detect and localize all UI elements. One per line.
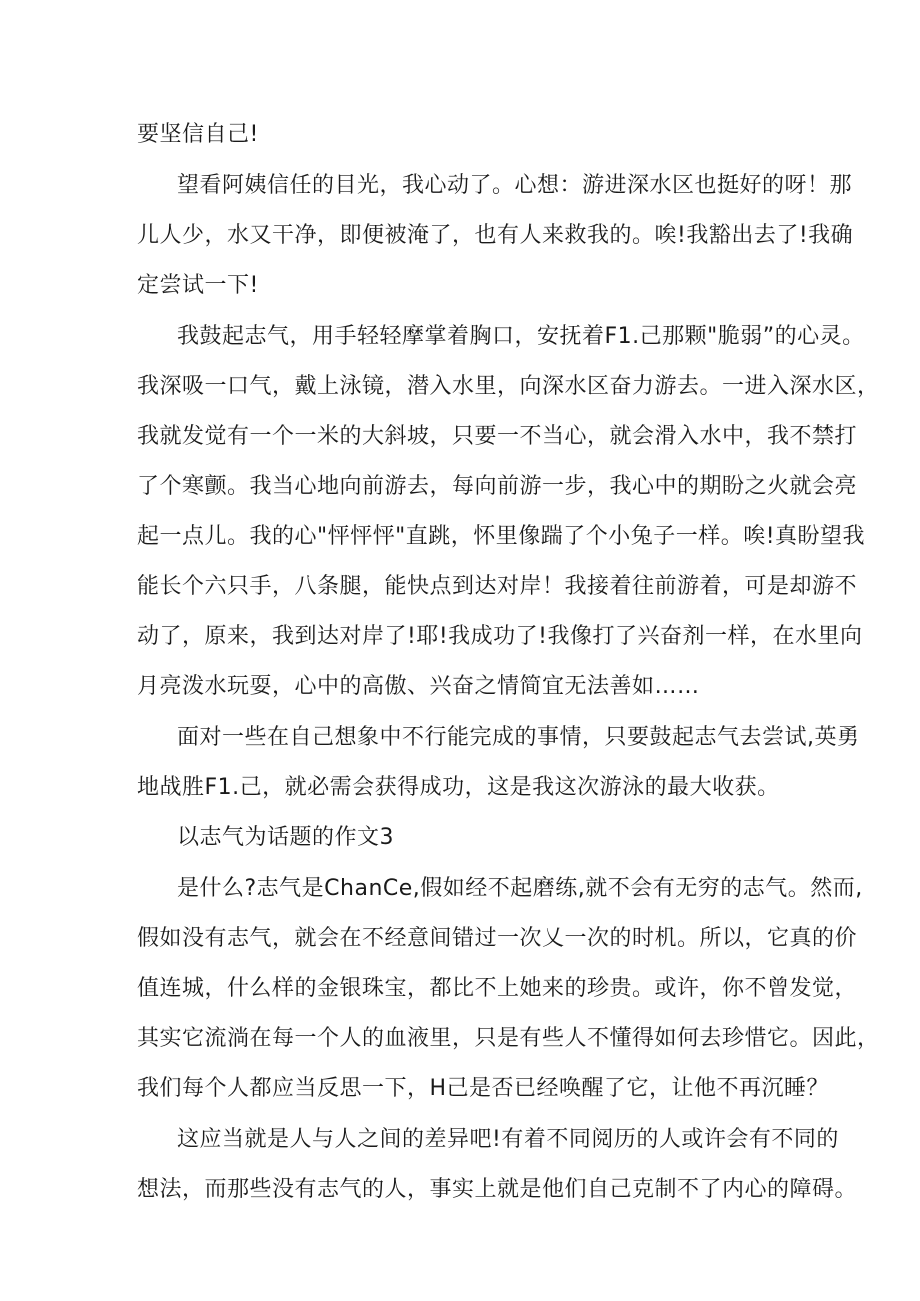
- text-line: 是什么?志气是ChanCe,假如经不起磨练,就不会有无穷的志气。然而,: [177, 876, 863, 901]
- text-line: 儿人少，水又干净，即便被淹了，也有人来救我的。唉!我豁出去了!我确: [137, 223, 854, 248]
- text-line: 我们每个人都应当反思一下，H己是否已经唤醒了它，让他不再沉睡？: [137, 1076, 830, 1101]
- text-line: 能长个六只手，八条腿，能快点到达对岸！我接着往前游着，可是却游不: [137, 574, 858, 599]
- text-line: 我深吸一口气，戴上泳镜，潜入水里，向深水区奋力游去。一进入深水区，: [137, 374, 880, 399]
- text-line: 其实它流淌在每一个人的血液里，只是有些人不懂得如何去珍惜它。因此，: [137, 1026, 880, 1051]
- text-line: 动了，原来，我到达对岸了!耶!我成功了!我像打了兴奋剂一样，在水里向: [137, 624, 863, 649]
- text-line: 定尝试一下!: [137, 273, 259, 298]
- text-line: 了个寒颤。我当心地向前游去，每向前游一步，我心中的期盼之火就会亮: [137, 474, 858, 499]
- text-line: 想法，而那些没有志气的人，事实上就是他们自己克制不了内心的障碍。: [137, 1177, 858, 1202]
- text-line: 地战胜F1.己，就必需会获得成功，这是我这次游泳的最大收获。: [137, 775, 780, 800]
- text-line: 我鼓起志气，用手轻轻摩掌着胸口，安抚着F1.己那颗"脆弱”的心灵。: [177, 324, 865, 349]
- text-line: 这应当就是人与人之间的差异吧!有着不同阅历的人或许会有不同的: [177, 1127, 839, 1152]
- text-line: 值连城，什么样的金银珠宝，都比不上她来的珍贵。或许，你不曾发觉，: [137, 976, 858, 1001]
- text-line: 望看阿姨信任的目光，我心动了。心想：游进深水区也挺好的呀！那: [177, 173, 853, 198]
- text-line: 假如没有志气，就会在不经意间错过一次乂一次的时机。所以，它真的价: [137, 926, 858, 951]
- text-line: 要坚信自己!: [137, 122, 259, 147]
- text-line: 月亮泼水玩耍，心中的高傲、兴奋之情简宜无法善如……: [137, 674, 700, 699]
- text-line: 起一点儿。我的心"怦怦怦"直跳，怀里像踹了个小兔子一样。唉!真盼望我: [137, 524, 866, 549]
- text-line: 我就发觉有一个一米的大斜坡，只要一不当心，就会滑入水中，我不禁打: [137, 424, 858, 449]
- text-line: 面对一些在自己想象中不行能完成的事情，只要鼓起志气去尝试,英勇: [177, 725, 860, 750]
- section-heading: 以志气为话题的作文3: [177, 825, 394, 850]
